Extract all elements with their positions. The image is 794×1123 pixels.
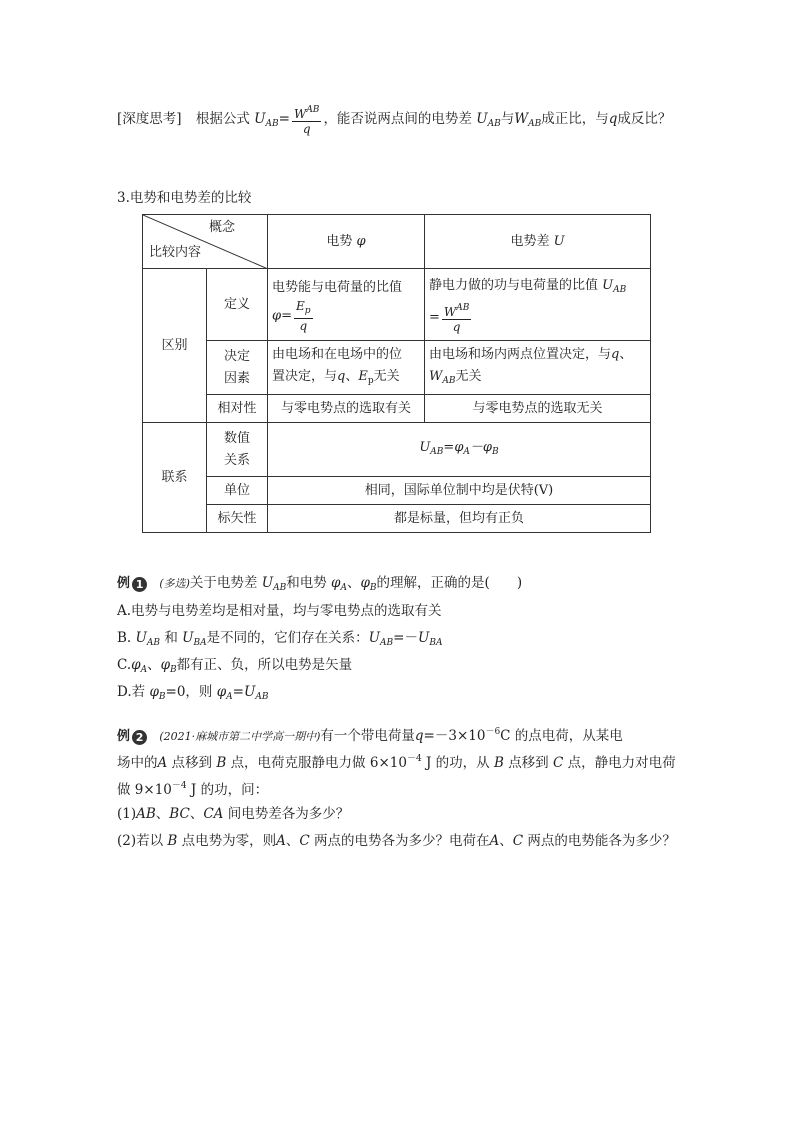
number-circle-icon: 1: [132, 577, 147, 592]
group-difference: 区别: [143, 269, 207, 423]
row-definition: 定义: [207, 269, 268, 341]
rel-potential: 与零电势点的选取有关: [268, 395, 425, 423]
deep-think-lead: 根据公式: [195, 111, 250, 127]
deep-think-paragraph: [深度思考] 根据公式 $U_{AB}=$ $\frac{W^{AB}}{q}$ ，能否说两点间的电势差 $U_{AB}$与$W_{AB}$成正比，与q成反比？: [117, 105, 672, 136]
formula-uab: $U_{AB}$: [254, 111, 279, 129]
example-2-badge: 例 2: [117, 726, 147, 748]
decide-potential: 由电场和在电场中的位 置决定，与q、$E_p$无关: [268, 341, 425, 395]
row-scalar-vector: 标矢性: [207, 505, 268, 533]
example-1-stem: 例 1 (多选)关于电势差 $U_{AB}$和电势 $\varphi_A$、$\varphi_B$的理解，正确的是( ): [117, 575, 523, 593]
numeric-relation-formula: $U_{AB}=\varphi_A-\varphi_B$: [268, 423, 651, 477]
question-1: (1)AB、BC、CA 间电势差各为多少？: [117, 806, 350, 822]
option-a: A.电势与电势差均是相对量，均与零电势点的选取有关: [117, 603, 442, 619]
option-d: D.若 $\varphi_B=0$，则 $\varphi_A=U_{AB}$: [117, 684, 269, 702]
example-2-line-2: 场中的A 点移到 B 点，电荷克服静电力做 $6\times 10^{-4}$ J 的功，从 B 点移到 C 点，静电力对电荷: [117, 754, 676, 771]
comparison-table: [142, 214, 651, 533]
unit-value: 相同，国际单位制中均是伏特(V): [268, 477, 651, 505]
rel-potential-difference: 与零电势点的选取无关: [425, 395, 651, 423]
group-link: 联系: [143, 423, 207, 533]
option-c: $C.\varphi_A$、$\varphi_B$都有正、负，所以电势是矢量: [117, 657, 353, 675]
row-relativity: 相对性: [207, 395, 268, 423]
row-unit: 单位: [207, 477, 268, 505]
example-2-line-3: 做 $9\times 10^{-4}$ J 的功，问：: [117, 781, 269, 798]
section-title: 3.电势和电势差的比较: [117, 190, 252, 206]
example-1-badge: 例 1: [117, 573, 147, 595]
row-numeric-relation: 数值 关系: [207, 423, 268, 477]
deep-think-tag: [深度思考]: [117, 111, 182, 127]
number-circle-icon: 2: [132, 730, 147, 745]
def-potential: 电势能与电荷量的比值 φ= $\frac{E_p}{q}$: [268, 269, 425, 341]
def-potential-difference: 静电力做的功与电荷量的比值 $U_{AB}$ = $\frac{W^{AB}}{q}$: [425, 269, 651, 341]
example-2-source: (2021·麻城市第二中学高一期中): [159, 730, 321, 743]
formula-fraction: $\frac{W^{AB}}{q}$: [293, 105, 320, 136]
row-determining-factor: 决定 因素: [207, 341, 268, 395]
diagonal-header-cell: [143, 215, 268, 269]
header-potential: 电势 φ: [268, 215, 425, 269]
question-2: (2)若以 B 点电势为零，则A、C 两点的电势各为多少？电荷在A、C 两点的电势能各为多少？: [117, 833, 676, 849]
example-2-line-1: 例 2 (2021·麻城市第二中学高一期中)有一个带电荷量$q=-3\times 10^{-6}C$ 的点电荷，从某电: [117, 721, 623, 748]
header-potential-difference: 电势差 U: [425, 215, 651, 269]
header-concept: 概念: [208, 220, 235, 235]
decide-potential-difference: 由电场和场内两点位置决定，与q、 $W_{AB}$无关: [425, 341, 651, 395]
header-compare: 比较内容: [149, 245, 202, 260]
option-b: B. $U_{AB}$ 和 $U_{BA}$是不同的，它们存在关系：$U_{AB}=-U_{BA}$: [117, 630, 443, 648]
multi-choice-tag: (多选): [159, 577, 190, 590]
scalar-vector-value: 都是标量，但均有正负: [268, 505, 651, 533]
